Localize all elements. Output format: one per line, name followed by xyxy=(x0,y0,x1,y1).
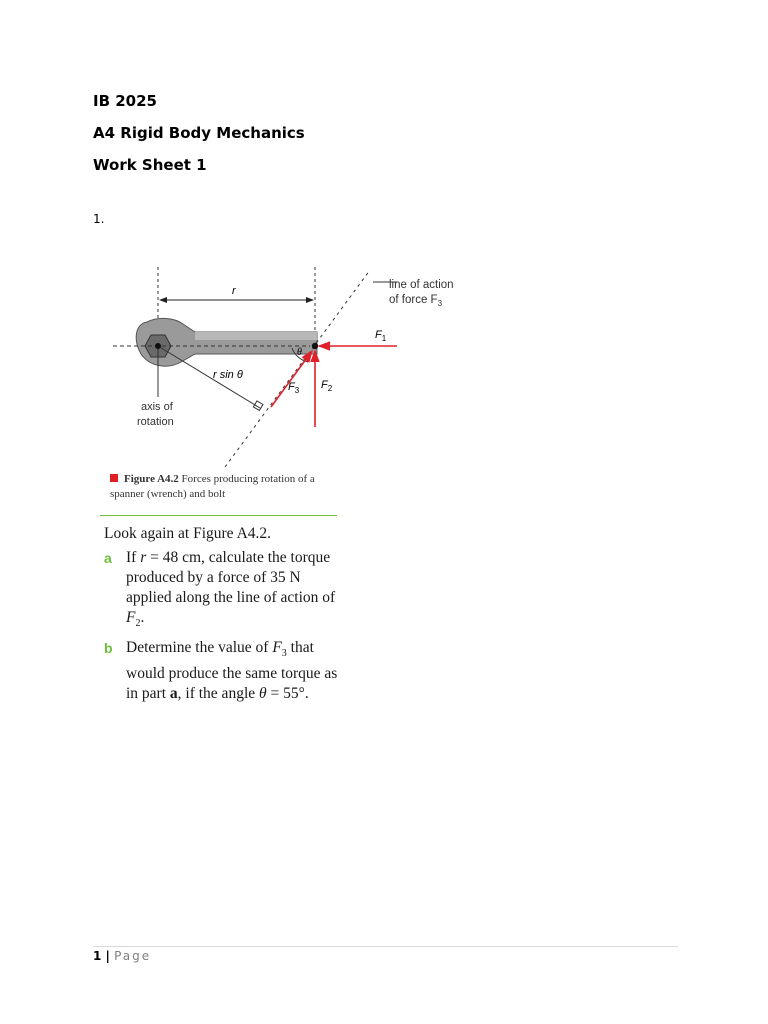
part-b-theta: θ xyxy=(259,685,267,703)
caption-marker xyxy=(110,474,118,482)
part-a-F: F xyxy=(126,609,136,626)
part-b-text-2: that would produce the same torque as in part xyxy=(126,639,338,703)
part-b-text-4: = 55°. xyxy=(266,685,309,703)
force-f3-arrow xyxy=(271,351,312,407)
label-axis-line2: rotation xyxy=(137,416,174,428)
page-separator: | xyxy=(101,949,115,963)
part-a-text-2: = 48 cm, calculate the torque produced by a force of 35 N applied along the line of action of xyxy=(126,549,336,606)
question-divider xyxy=(100,515,337,516)
caption-text: Forces producing rotation of a spanner (wrench) and bolt xyxy=(110,473,315,500)
caption-label: Figure A4.2 xyxy=(124,473,179,485)
part-a-label: a xyxy=(104,550,112,566)
question-intro: Look again at Figure A4.2. xyxy=(104,525,272,542)
r-sin-theta-line xyxy=(158,346,260,408)
part-a-end: . xyxy=(140,609,145,626)
question-part-a xyxy=(104,548,344,634)
page-footer xyxy=(93,949,151,963)
part-b-label: b xyxy=(104,640,113,657)
label-line-of-action-1: line of action xyxy=(389,279,454,291)
part-b-text-3: , if the angle xyxy=(177,685,260,703)
footer-divider xyxy=(93,946,678,947)
question-block xyxy=(104,524,344,708)
part-a-text-1: If xyxy=(126,549,141,566)
part-b-F: F xyxy=(272,639,282,657)
question-number: 1. xyxy=(93,212,105,226)
part-b-sub: 3 xyxy=(281,648,287,660)
label-f1: $F_1$ xyxy=(375,329,387,343)
figure-caption xyxy=(110,472,350,502)
part-a-r: r xyxy=(140,549,147,566)
label-r: r xyxy=(232,285,236,297)
wrench-figure xyxy=(105,262,475,472)
label-f3: $F_3$ xyxy=(288,381,300,395)
course-heading: IB 2025 xyxy=(93,92,157,110)
question-part-b xyxy=(104,638,344,704)
label-line-of-action-2: of force $F_3$ xyxy=(389,294,443,308)
page-number: 1 xyxy=(93,949,102,963)
force-application-point xyxy=(312,343,318,349)
part-a-sub: 2 xyxy=(135,618,141,630)
worksheet-heading: Work Sheet 1 xyxy=(93,156,207,174)
label-f2: $F_2$ xyxy=(321,379,333,393)
label-r-sin-theta: r sin θ xyxy=(213,369,243,381)
part-b-bold: a xyxy=(169,685,178,703)
axis-point xyxy=(155,343,161,349)
right-angle-marker xyxy=(253,401,263,411)
wrench-highlight xyxy=(195,332,317,340)
wrench-diagram xyxy=(105,262,475,472)
topic-heading: A4 Rigid Body Mechanics xyxy=(93,124,305,142)
label-theta: θ xyxy=(297,347,302,358)
page-word: Page xyxy=(114,949,152,963)
label-axis-line1: axis of xyxy=(141,401,173,413)
part-b-text-1: Determine the value of xyxy=(126,639,273,657)
